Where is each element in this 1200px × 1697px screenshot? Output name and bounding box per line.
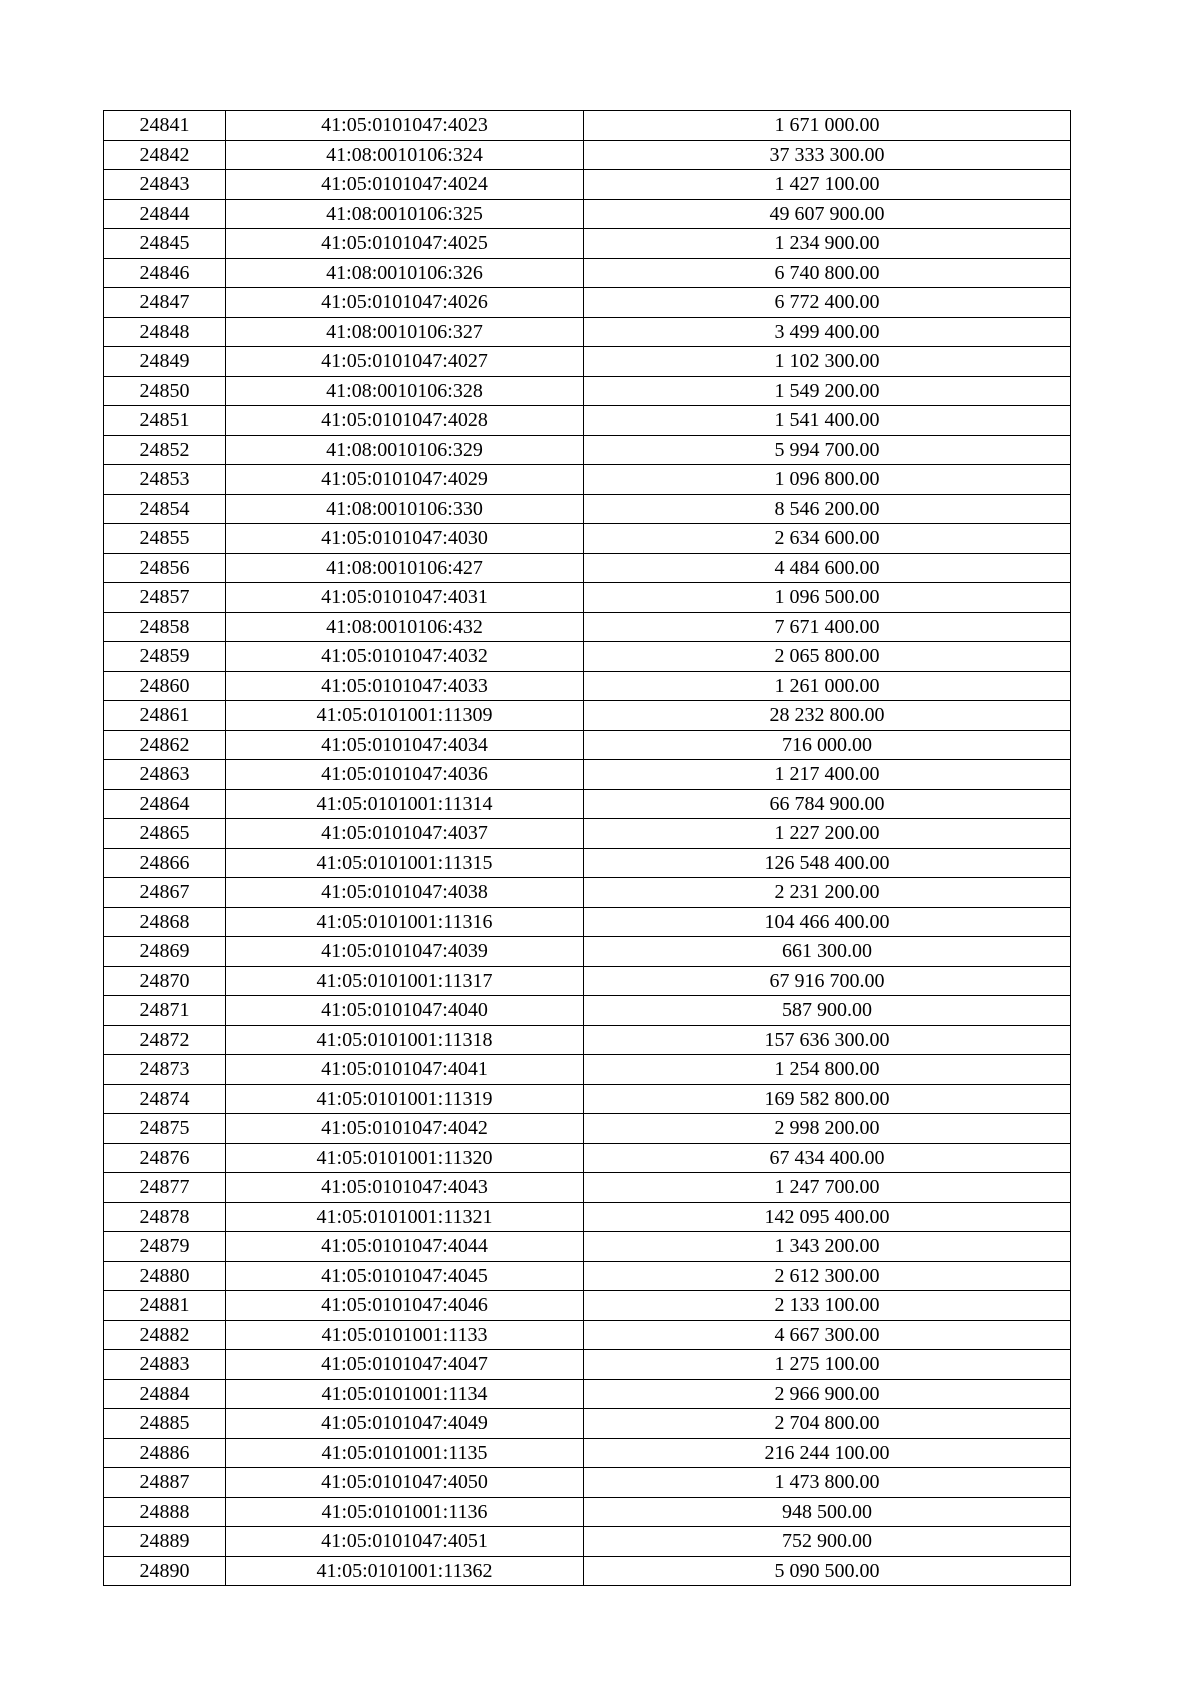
cadastral-number-cell: 41:05:0101001:11314 xyxy=(226,789,584,819)
cadastral-number-cell: 41:05:0101047:4042 xyxy=(226,1114,584,1144)
value-cell: 716 000.00 xyxy=(584,730,1071,760)
table-row xyxy=(104,937,1071,967)
row-number-cell: 24850 xyxy=(104,376,226,406)
cadastral-number-cell: 41:05:0101047:4029 xyxy=(226,465,584,495)
row-number-cell: 24883 xyxy=(104,1350,226,1380)
cadastral-number-cell: 41:08:0010106:326 xyxy=(226,258,584,288)
value-cell: 157 636 300.00 xyxy=(584,1025,1071,1055)
row-number-cell: 24881 xyxy=(104,1291,226,1321)
table-row xyxy=(104,671,1071,701)
table-row xyxy=(104,1320,1071,1350)
table-row xyxy=(104,996,1071,1026)
row-number-cell: 24859 xyxy=(104,642,226,672)
row-number-cell: 24845 xyxy=(104,229,226,259)
value-cell: 1 102 300.00 xyxy=(584,347,1071,377)
row-number-cell: 24886 xyxy=(104,1438,226,1468)
row-number-cell: 24871 xyxy=(104,996,226,1026)
table-row xyxy=(104,199,1071,229)
row-number-cell: 24875 xyxy=(104,1114,226,1144)
cadastral-number-cell: 41:08:0010106:330 xyxy=(226,494,584,524)
cadastral-number-cell: 41:05:0101047:4039 xyxy=(226,937,584,967)
value-cell: 1 261 000.00 xyxy=(584,671,1071,701)
row-number-cell: 24858 xyxy=(104,612,226,642)
value-cell: 2 998 200.00 xyxy=(584,1114,1071,1144)
table-row xyxy=(104,465,1071,495)
table-row xyxy=(104,1291,1071,1321)
table-row xyxy=(104,170,1071,200)
cadastral-number-cell: 41:05:0101001:11362 xyxy=(226,1556,584,1586)
cadastral-number-cell: 41:05:0101047:4033 xyxy=(226,671,584,701)
row-number-cell: 24885 xyxy=(104,1409,226,1439)
value-cell: 169 582 800.00 xyxy=(584,1084,1071,1114)
value-cell: 37 333 300.00 xyxy=(584,140,1071,170)
value-cell: 1 096 500.00 xyxy=(584,583,1071,613)
table-row xyxy=(104,317,1071,347)
row-number-cell: 24846 xyxy=(104,258,226,288)
value-cell: 2 612 300.00 xyxy=(584,1261,1071,1291)
table-body xyxy=(104,111,1071,1586)
table-row xyxy=(104,760,1071,790)
row-number-cell: 24870 xyxy=(104,966,226,996)
row-number-cell: 24868 xyxy=(104,907,226,937)
row-number-cell: 24880 xyxy=(104,1261,226,1291)
cadastral-number-cell: 41:05:0101047:4025 xyxy=(226,229,584,259)
cadastral-number-cell: 41:05:0101047:4041 xyxy=(226,1055,584,1085)
row-number-cell: 24873 xyxy=(104,1055,226,1085)
value-cell: 1 254 800.00 xyxy=(584,1055,1071,1085)
row-number-cell: 24862 xyxy=(104,730,226,760)
table-row xyxy=(104,111,1071,141)
value-cell: 4 484 600.00 xyxy=(584,553,1071,583)
cadastral-number-cell: 41:05:0101047:4047 xyxy=(226,1350,584,1380)
cadastral-number-cell: 41:05:0101047:4043 xyxy=(226,1173,584,1203)
row-number-cell: 24841 xyxy=(104,111,226,141)
value-cell: 142 095 400.00 xyxy=(584,1202,1071,1232)
cadastral-number-cell: 41:08:0010106:329 xyxy=(226,435,584,465)
cadastral-number-cell: 41:05:0101047:4051 xyxy=(226,1527,584,1557)
row-number-cell: 24847 xyxy=(104,288,226,318)
cadastral-number-cell: 41:08:0010106:328 xyxy=(226,376,584,406)
table-row xyxy=(104,701,1071,731)
cadastral-number-cell: 41:08:0010106:325 xyxy=(226,199,584,229)
row-number-cell: 24852 xyxy=(104,435,226,465)
cadastral-number-cell: 41:08:0010106:432 xyxy=(226,612,584,642)
table-row xyxy=(104,1114,1071,1144)
cadastral-number-cell: 41:05:0101047:4030 xyxy=(226,524,584,554)
row-number-cell: 24863 xyxy=(104,760,226,790)
value-cell: 1 227 200.00 xyxy=(584,819,1071,849)
value-cell: 6 740 800.00 xyxy=(584,258,1071,288)
cadastral-number-cell: 41:05:0101047:4031 xyxy=(226,583,584,613)
cadastral-number-cell: 41:05:0101047:4050 xyxy=(226,1468,584,1498)
table-row xyxy=(104,1468,1071,1498)
value-cell: 66 784 900.00 xyxy=(584,789,1071,819)
row-number-cell: 24860 xyxy=(104,671,226,701)
cadastral-number-cell: 41:05:0101001:11309 xyxy=(226,701,584,731)
cadastral-number-cell: 41:05:0101047:4046 xyxy=(226,1291,584,1321)
row-number-cell: 24856 xyxy=(104,553,226,583)
value-cell: 1 427 100.00 xyxy=(584,170,1071,200)
row-number-cell: 24884 xyxy=(104,1379,226,1409)
table-row xyxy=(104,642,1071,672)
table-row xyxy=(104,1202,1071,1232)
table-row xyxy=(104,966,1071,996)
value-cell: 2 133 100.00 xyxy=(584,1291,1071,1321)
cadastral-number-cell: 41:05:0101001:1133 xyxy=(226,1320,584,1350)
value-cell: 1 247 700.00 xyxy=(584,1173,1071,1203)
value-cell: 948 500.00 xyxy=(584,1497,1071,1527)
table-row xyxy=(104,1379,1071,1409)
cadastral-number-cell: 41:05:0101047:4026 xyxy=(226,288,584,318)
table-row xyxy=(104,1173,1071,1203)
value-cell: 5 090 500.00 xyxy=(584,1556,1071,1586)
value-cell: 67 434 400.00 xyxy=(584,1143,1071,1173)
value-cell: 67 916 700.00 xyxy=(584,966,1071,996)
table-row xyxy=(104,1556,1071,1586)
row-number-cell: 24869 xyxy=(104,937,226,967)
row-number-cell: 24887 xyxy=(104,1468,226,1498)
row-number-cell: 24889 xyxy=(104,1527,226,1557)
value-cell: 7 671 400.00 xyxy=(584,612,1071,642)
value-cell: 1 671 000.00 xyxy=(584,111,1071,141)
cadastral-number-cell: 41:05:0101001:11317 xyxy=(226,966,584,996)
table-row xyxy=(104,1497,1071,1527)
row-number-cell: 24855 xyxy=(104,524,226,554)
value-cell: 28 232 800.00 xyxy=(584,701,1071,731)
cadastral-number-cell: 41:05:0101047:4044 xyxy=(226,1232,584,1262)
value-cell: 2 704 800.00 xyxy=(584,1409,1071,1439)
cadastral-number-cell: 41:05:0101047:4027 xyxy=(226,347,584,377)
table-row xyxy=(104,524,1071,554)
cadastral-number-cell: 41:08:0010106:324 xyxy=(226,140,584,170)
table-row xyxy=(104,1527,1071,1557)
row-number-cell: 24843 xyxy=(104,170,226,200)
cadastral-value-table xyxy=(103,110,1071,1586)
value-cell: 1 473 800.00 xyxy=(584,1468,1071,1498)
row-number-cell: 24866 xyxy=(104,848,226,878)
cadastral-number-cell: 41:05:0101047:4028 xyxy=(226,406,584,436)
table-row xyxy=(104,583,1071,613)
table-row xyxy=(104,819,1071,849)
table-row xyxy=(104,878,1071,908)
cadastral-number-cell: 41:05:0101047:4032 xyxy=(226,642,584,672)
value-cell: 2 966 900.00 xyxy=(584,1379,1071,1409)
row-number-cell: 24876 xyxy=(104,1143,226,1173)
value-cell: 1 549 200.00 xyxy=(584,376,1071,406)
cadastral-number-cell: 41:05:0101047:4037 xyxy=(226,819,584,849)
table-row xyxy=(104,848,1071,878)
table-row xyxy=(104,1232,1071,1262)
row-number-cell: 24853 xyxy=(104,465,226,495)
table-row xyxy=(104,1084,1071,1114)
row-number-cell: 24882 xyxy=(104,1320,226,1350)
row-number-cell: 24865 xyxy=(104,819,226,849)
table-row xyxy=(104,288,1071,318)
value-cell: 1 541 400.00 xyxy=(584,406,1071,436)
cadastral-number-cell: 41:08:0010106:327 xyxy=(226,317,584,347)
table-row xyxy=(104,435,1071,465)
table-row xyxy=(104,730,1071,760)
row-number-cell: 24848 xyxy=(104,317,226,347)
row-number-cell: 24878 xyxy=(104,1202,226,1232)
row-number-cell: 24879 xyxy=(104,1232,226,1262)
cadastral-number-cell: 41:05:0101001:11321 xyxy=(226,1202,584,1232)
cadastral-number-cell: 41:05:0101001:11315 xyxy=(226,848,584,878)
value-cell: 126 548 400.00 xyxy=(584,848,1071,878)
value-cell: 4 667 300.00 xyxy=(584,1320,1071,1350)
value-cell: 49 607 900.00 xyxy=(584,199,1071,229)
row-number-cell: 24844 xyxy=(104,199,226,229)
row-number-cell: 24857 xyxy=(104,583,226,613)
table-row xyxy=(104,1055,1071,1085)
cadastral-number-cell: 41:05:0101047:4040 xyxy=(226,996,584,1026)
table-row xyxy=(104,229,1071,259)
cadastral-number-cell: 41:05:0101001:1135 xyxy=(226,1438,584,1468)
cadastral-number-cell: 41:05:0101047:4036 xyxy=(226,760,584,790)
cadastral-number-cell: 41:05:0101047:4038 xyxy=(226,878,584,908)
cadastral-number-cell: 41:05:0101047:4049 xyxy=(226,1409,584,1439)
cadastral-number-cell: 41:05:0101047:4023 xyxy=(226,111,584,141)
value-cell: 6 772 400.00 xyxy=(584,288,1071,318)
cadastral-number-cell: 41:05:0101001:1136 xyxy=(226,1497,584,1527)
value-cell: 104 466 400.00 xyxy=(584,907,1071,937)
table-row xyxy=(104,1409,1071,1439)
table-row xyxy=(104,258,1071,288)
value-cell: 1 275 100.00 xyxy=(584,1350,1071,1380)
row-number-cell: 24861 xyxy=(104,701,226,731)
value-cell: 2 231 200.00 xyxy=(584,878,1071,908)
table-row xyxy=(104,140,1071,170)
row-number-cell: 24851 xyxy=(104,406,226,436)
table-row xyxy=(104,789,1071,819)
table-row xyxy=(104,347,1071,377)
row-number-cell: 24854 xyxy=(104,494,226,524)
value-cell: 1 217 400.00 xyxy=(584,760,1071,790)
value-cell: 752 900.00 xyxy=(584,1527,1071,1557)
cadastral-number-cell: 41:05:0101001:11320 xyxy=(226,1143,584,1173)
row-number-cell: 24842 xyxy=(104,140,226,170)
table-row xyxy=(104,907,1071,937)
table-row xyxy=(104,1261,1071,1291)
row-number-cell: 24890 xyxy=(104,1556,226,1586)
row-number-cell: 24849 xyxy=(104,347,226,377)
table-row xyxy=(104,612,1071,642)
cadastral-number-cell: 41:05:0101047:4034 xyxy=(226,730,584,760)
cadastral-number-cell: 41:08:0010106:427 xyxy=(226,553,584,583)
value-cell: 1 343 200.00 xyxy=(584,1232,1071,1262)
cadastral-number-cell: 41:05:0101001:1134 xyxy=(226,1379,584,1409)
value-cell: 1 096 800.00 xyxy=(584,465,1071,495)
value-cell: 216 244 100.00 xyxy=(584,1438,1071,1468)
table-row xyxy=(104,1438,1071,1468)
table-row xyxy=(104,1143,1071,1173)
value-cell: 3 499 400.00 xyxy=(584,317,1071,347)
cadastral-number-cell: 41:05:0101001:11318 xyxy=(226,1025,584,1055)
table-row xyxy=(104,406,1071,436)
value-cell: 661 300.00 xyxy=(584,937,1071,967)
row-number-cell: 24872 xyxy=(104,1025,226,1055)
value-cell: 2 065 800.00 xyxy=(584,642,1071,672)
table-row xyxy=(104,494,1071,524)
cadastral-number-cell: 41:05:0101001:11319 xyxy=(226,1084,584,1114)
row-number-cell: 24867 xyxy=(104,878,226,908)
value-cell: 1 234 900.00 xyxy=(584,229,1071,259)
row-number-cell: 24888 xyxy=(104,1497,226,1527)
cadastral-number-cell: 41:05:0101047:4024 xyxy=(226,170,584,200)
table-row xyxy=(104,376,1071,406)
cadastral-number-cell: 41:05:0101047:4045 xyxy=(226,1261,584,1291)
value-cell: 2 634 600.00 xyxy=(584,524,1071,554)
value-cell: 5 994 700.00 xyxy=(584,435,1071,465)
value-cell: 8 546 200.00 xyxy=(584,494,1071,524)
value-cell: 587 900.00 xyxy=(584,996,1071,1026)
table-row xyxy=(104,1025,1071,1055)
row-number-cell: 24877 xyxy=(104,1173,226,1203)
row-number-cell: 24864 xyxy=(104,789,226,819)
row-number-cell: 24874 xyxy=(104,1084,226,1114)
table-row xyxy=(104,1350,1071,1380)
table-row xyxy=(104,553,1071,583)
cadastral-number-cell: 41:05:0101001:11316 xyxy=(226,907,584,937)
